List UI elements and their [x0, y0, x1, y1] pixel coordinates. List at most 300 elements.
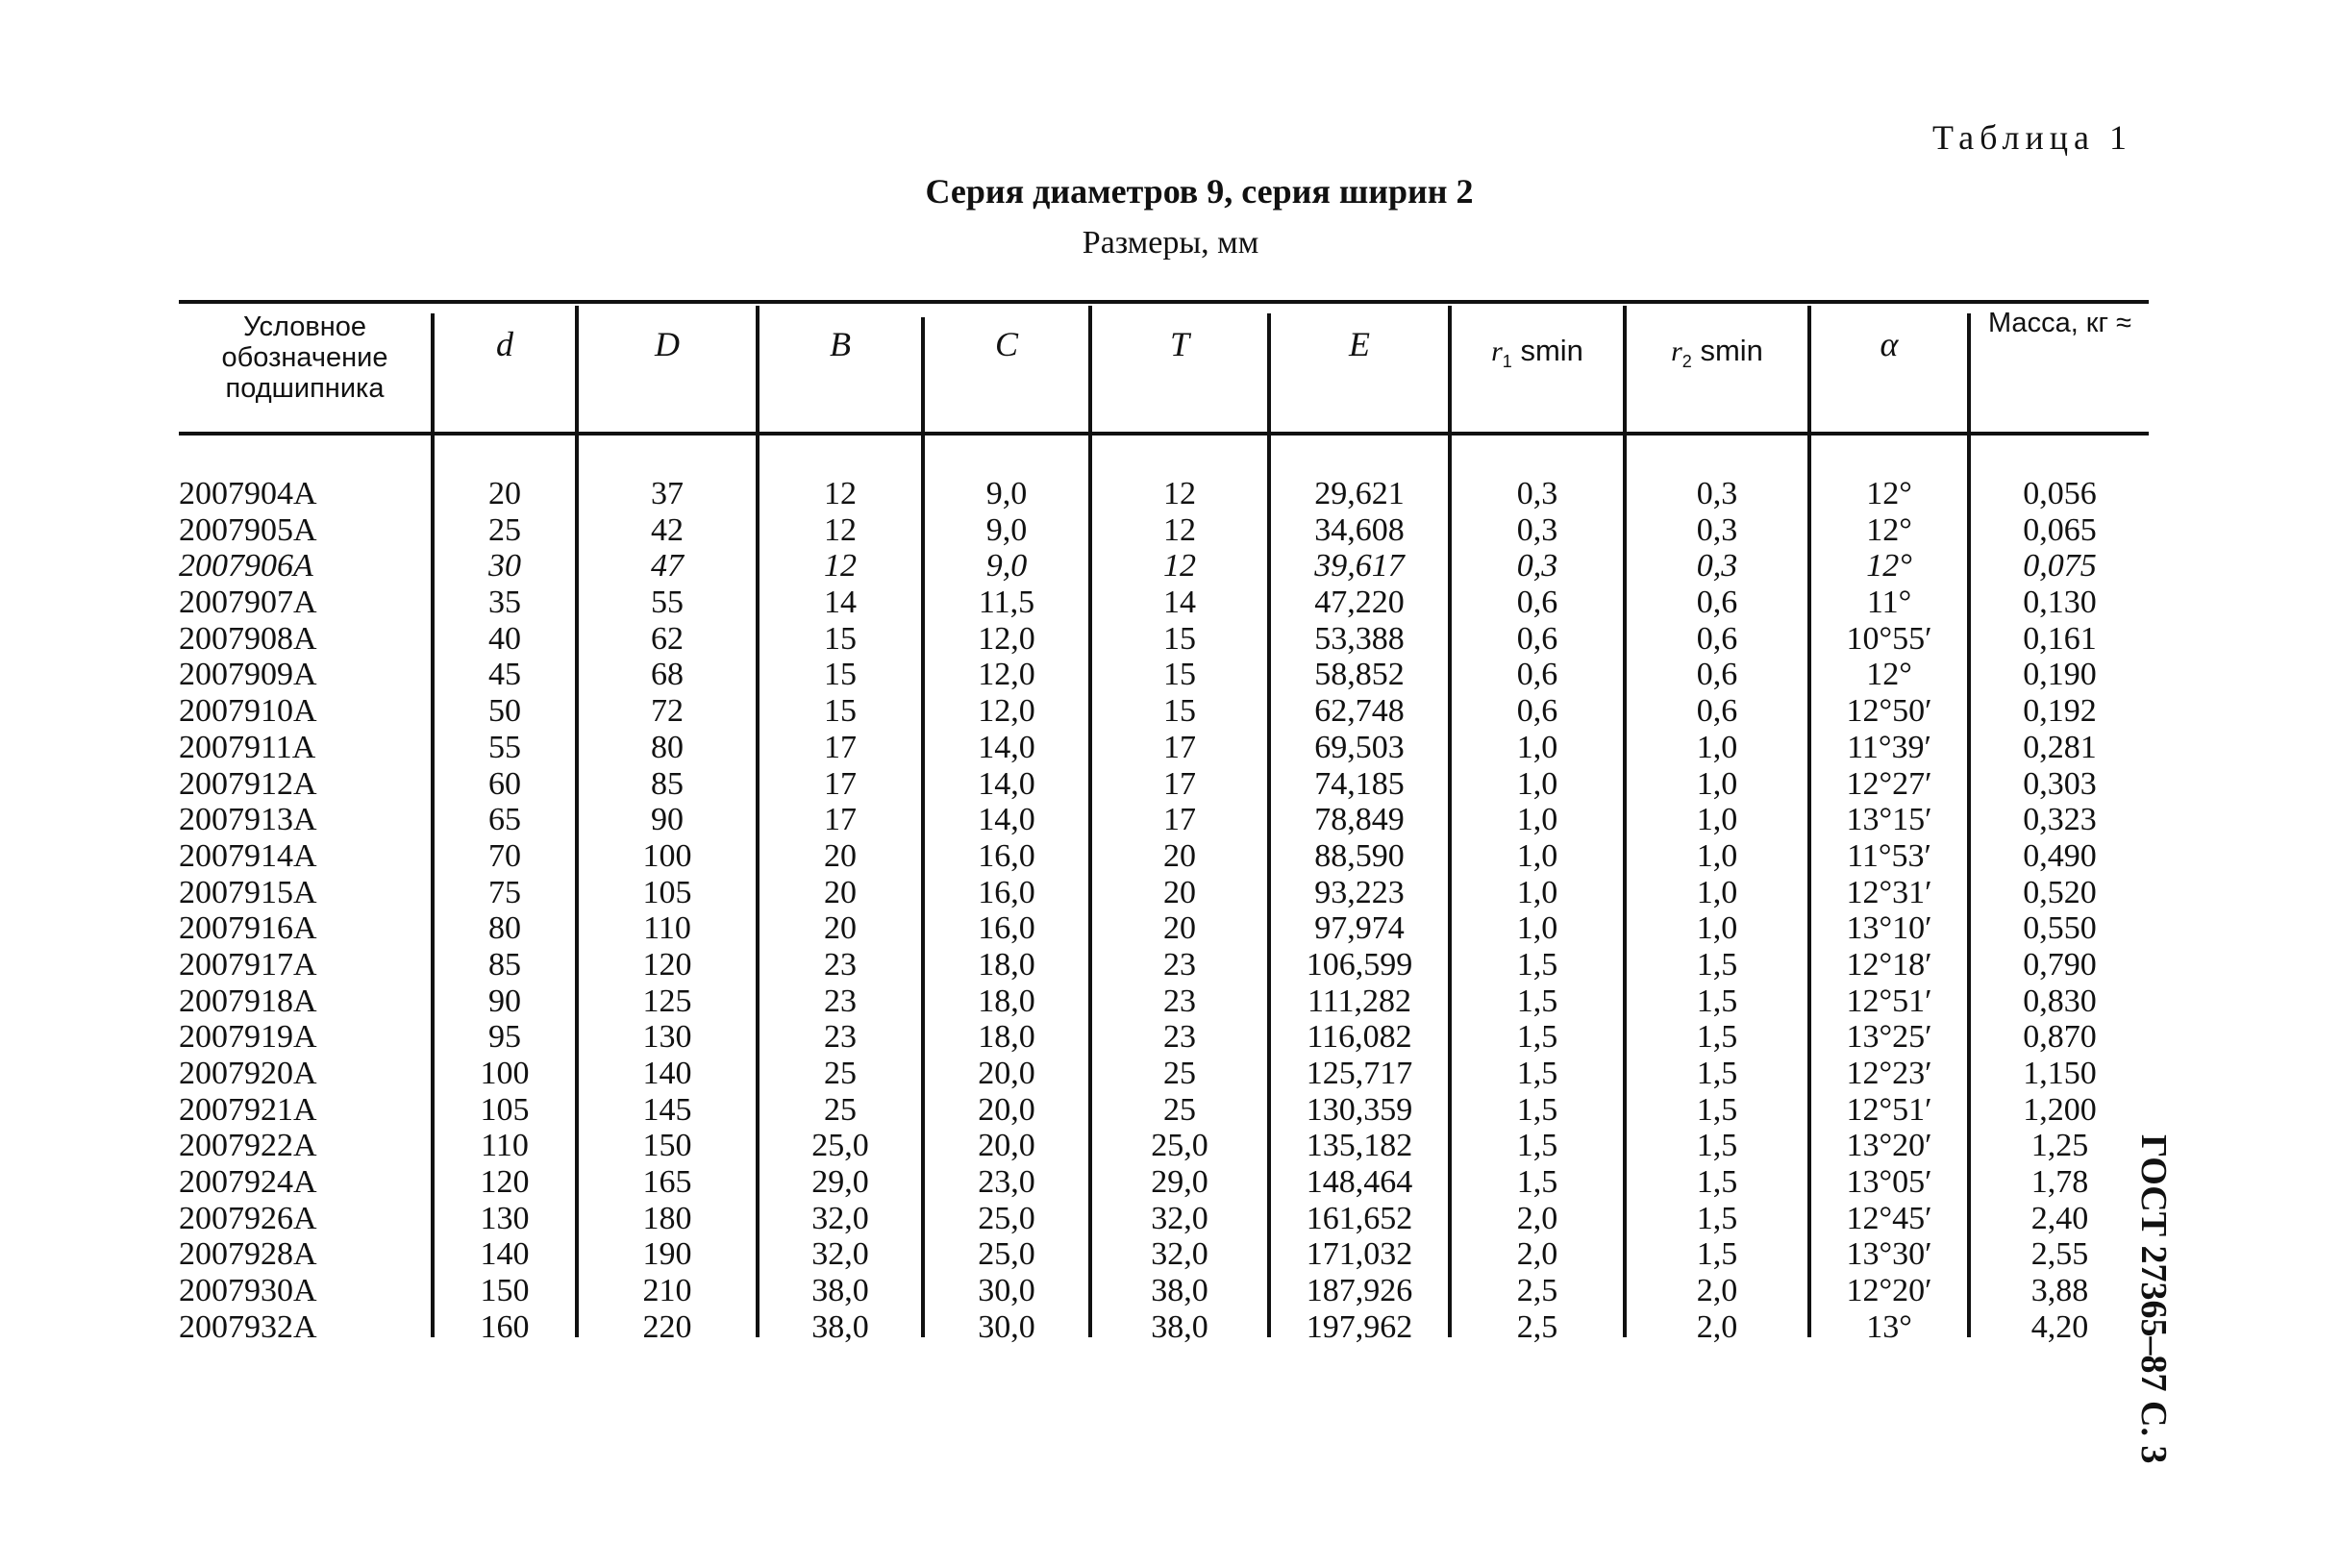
r1-cell: 1,5: [1516, 1019, 1558, 1056]
C-cell: 16,0: [978, 837, 1035, 874]
T-cell: 23: [1163, 1019, 1196, 1056]
B-cell: 38,0: [811, 1273, 869, 1309]
table-row: [0, 548, 2341, 585]
D-cell: 150: [642, 1128, 692, 1164]
B-cell: 32,0: [811, 1236, 869, 1273]
B-cell: 25,0: [811, 1128, 869, 1164]
T-cell: 20: [1163, 837, 1196, 874]
mass-cell: 2,55: [2030, 1236, 2089, 1273]
d-cell: 160: [480, 1308, 530, 1345]
d-cell: 140: [480, 1236, 530, 1273]
table-top-rule: [179, 300, 2149, 304]
table-row: [0, 1019, 2341, 1056]
r2-cell: 0,3: [1696, 511, 1738, 548]
r2-cell: 1,0: [1696, 729, 1738, 765]
C-cell: 23,0: [978, 1164, 1035, 1201]
header-alpha: α: [1880, 325, 1899, 363]
alpha-cell: 12°45′: [1846, 1200, 1932, 1236]
T-cell: 32,0: [1151, 1236, 1208, 1273]
r2-cell: 1,5: [1696, 946, 1738, 983]
D-cell: 68: [651, 657, 684, 693]
designation-cell: 2007913A: [179, 802, 317, 838]
C-cell: 12,0: [978, 657, 1035, 693]
T-cell: 12: [1163, 511, 1196, 548]
T-cell: 12: [1163, 476, 1196, 511]
T-cell: 25: [1163, 1056, 1196, 1091]
B-cell: 25: [824, 1056, 857, 1091]
T-cell: 20: [1163, 910, 1196, 947]
d-cell: 120: [480, 1164, 530, 1201]
alpha-cell: 12°: [1866, 548, 1912, 585]
C-cell: 9,0: [985, 476, 1028, 511]
D-cell: 140: [642, 1056, 692, 1091]
header-mass: Масса, кг ≈: [1987, 308, 2132, 338]
table-row: [0, 1128, 2341, 1164]
r2-cell: 1,0: [1696, 802, 1738, 838]
alpha-cell: 12°50′: [1846, 693, 1932, 730]
D-cell: 110: [643, 910, 691, 947]
E-cell: 29,621: [1314, 476, 1405, 511]
table-row: [0, 1273, 2341, 1309]
alpha-cell: 13°20′: [1846, 1128, 1932, 1164]
d-cell: 40: [488, 620, 521, 657]
E-cell: 62,748: [1314, 693, 1405, 730]
T-cell: 23: [1163, 983, 1196, 1019]
r1-cell: 1,5: [1516, 1128, 1558, 1164]
T-cell: 12: [1163, 548, 1196, 585]
r2-cell: 1,5: [1696, 1128, 1738, 1164]
table-row: [0, 657, 2341, 693]
T-cell: 15: [1163, 620, 1196, 657]
mass-cell: 1,25: [2030, 1128, 2089, 1164]
r2-cell: 0,6: [1696, 585, 1738, 621]
table-row: [0, 1164, 2341, 1201]
d-cell: 45: [488, 657, 521, 693]
alpha-cell: 13°30′: [1846, 1236, 1932, 1273]
alpha-cell: 11°39′: [1847, 729, 1931, 765]
d-cell: 30: [488, 548, 521, 585]
mass-cell: 0,323: [2023, 802, 2097, 838]
C-cell: 25,0: [978, 1200, 1035, 1236]
T-cell: 17: [1163, 802, 1196, 838]
E-cell: 74,185: [1314, 765, 1405, 802]
table-row: [0, 1201, 2341, 1237]
D-cell: 105: [642, 874, 692, 910]
T-cell: 32,0: [1151, 1200, 1208, 1236]
r2-symbol: r: [1671, 336, 1682, 367]
alpha-cell: 12°20′: [1846, 1273, 1932, 1309]
r1-cell: 0,3: [1516, 548, 1558, 585]
r1-cell: 1,0: [1516, 837, 1558, 874]
table-row: [0, 476, 2341, 512]
designation-cell: 2007905A: [179, 511, 317, 548]
alpha-cell: 13°15′: [1846, 802, 1932, 838]
alpha-cell: 12°18′: [1846, 946, 1932, 983]
D-cell: 210: [642, 1273, 692, 1309]
header-D: D: [655, 325, 680, 363]
B-cell: 12: [824, 548, 857, 585]
T-cell: 15: [1163, 693, 1196, 730]
alpha-cell: 10°55′: [1846, 620, 1932, 657]
r1-cell: 1,5: [1516, 946, 1558, 983]
mass-cell: 0,550: [2023, 910, 2097, 947]
table-row: [0, 983, 2341, 1020]
D-cell: 190: [642, 1236, 692, 1273]
d-cell: 95: [488, 1019, 521, 1056]
B-cell: 20: [824, 837, 857, 874]
C-cell: 16,0: [978, 910, 1035, 947]
D-cell: 90: [651, 802, 684, 838]
D-cell: 72: [651, 693, 684, 730]
mass-cell: 2,40: [2030, 1200, 2089, 1236]
C-cell: 16,0: [978, 874, 1035, 910]
B-cell: 32,0: [811, 1200, 869, 1236]
d-cell: 70: [488, 837, 521, 874]
T-cell: 25,0: [1151, 1128, 1208, 1164]
E-cell: 88,590: [1314, 837, 1405, 874]
d-cell: 65: [488, 802, 521, 838]
r2-cell: 1,0: [1696, 874, 1738, 910]
r1-cell: 1,5: [1516, 1056, 1558, 1091]
table-row: [0, 1309, 2341, 1346]
C-cell: 11,5: [978, 585, 1035, 621]
r2-cell: 1,5: [1696, 1164, 1738, 1201]
designation-cell: 2007930A: [179, 1273, 317, 1309]
mass-cell: 0,161: [2023, 620, 2097, 657]
B-cell: 12: [824, 476, 857, 511]
designation-cell: 2007910A: [179, 693, 317, 730]
T-cell: 14: [1163, 585, 1196, 621]
E-cell: 106,599: [1306, 946, 1413, 983]
T-cell: 38,0: [1151, 1273, 1208, 1309]
C-cell: 12,0: [978, 693, 1035, 730]
D-cell: 55: [651, 585, 684, 621]
designation-cell: 2007908A: [179, 620, 317, 657]
r1-cell: 2,0: [1516, 1200, 1558, 1236]
E-cell: 34,608: [1314, 511, 1405, 548]
alpha-cell: 11°53′: [1847, 837, 1931, 874]
table-row: [0, 947, 2341, 983]
mass-cell: 0,190: [2023, 657, 2097, 693]
r1-cell: 0,6: [1516, 693, 1558, 730]
T-cell: 15: [1163, 657, 1196, 693]
r1-cell: 2,5: [1516, 1308, 1558, 1345]
r1-cell: 2,0: [1516, 1236, 1558, 1273]
r1-cell: 0,6: [1516, 657, 1558, 693]
C-cell: 18,0: [978, 1019, 1035, 1056]
r1-cell: 1,5: [1516, 1164, 1558, 1201]
alpha-cell: 12°: [1866, 511, 1912, 548]
designation-cell: 2007904A: [179, 476, 317, 511]
r1-cell: 1,5: [1516, 1091, 1558, 1128]
d-cell: 20: [488, 476, 521, 511]
r2-cell: 0,3: [1696, 548, 1738, 585]
C-cell: 12,0: [978, 620, 1035, 657]
r2-subscript: 2: [1681, 352, 1692, 372]
header-r1smin: [1452, 308, 1623, 433]
T-cell: 17: [1163, 729, 1196, 765]
B-cell: 15: [824, 657, 857, 693]
r1-cell: 1,0: [1516, 802, 1558, 838]
C-cell: 30,0: [978, 1273, 1035, 1309]
B-cell: 23: [824, 983, 857, 1019]
C-cell: 20,0: [978, 1091, 1035, 1128]
mass-cell: 0,830: [2023, 983, 2097, 1019]
r2-label: smin: [1700, 334, 1763, 367]
designation-cell: 2007909A: [179, 657, 317, 693]
r2-cell: 1,5: [1696, 1019, 1738, 1056]
B-cell: 15: [824, 620, 857, 657]
mass-cell: 4,20: [2030, 1308, 2089, 1345]
header-E: E: [1349, 325, 1370, 363]
E-cell: 135,182: [1306, 1128, 1413, 1164]
mass-cell: 0,281: [2023, 729, 2097, 765]
d-cell: 105: [480, 1091, 530, 1128]
header-r2smin: [1627, 308, 1807, 433]
table-row: [0, 766, 2341, 803]
mass-cell: 0,056: [2023, 476, 2097, 511]
C-cell: 14,0: [978, 802, 1035, 838]
r2-cell: 1,0: [1696, 910, 1738, 947]
E-cell: 97,974: [1314, 910, 1405, 947]
r1-cell: 2,5: [1516, 1273, 1558, 1309]
E-cell: 161,652: [1306, 1200, 1413, 1236]
designation-cell: 2007926A: [179, 1200, 317, 1236]
D-cell: 125: [642, 983, 692, 1019]
D-cell: 130: [642, 1019, 692, 1056]
C-cell: 18,0: [978, 946, 1035, 983]
E-cell: 69,503: [1314, 729, 1405, 765]
designation-cell: 2007914A: [179, 837, 317, 874]
r1-symbol: r: [1491, 336, 1503, 367]
r2-cell: 2,0: [1696, 1273, 1738, 1309]
table-row: [0, 910, 2341, 947]
designation-cell: 2007912A: [179, 765, 317, 802]
side-caption: ГОСТ 27365–87 С. 3: [2133, 1134, 2174, 1464]
r2-cell: 1,5: [1696, 1200, 1738, 1236]
r2-cell: 1,0: [1696, 765, 1738, 802]
T-cell: 17: [1163, 765, 1196, 802]
E-cell: 58,852: [1314, 657, 1405, 693]
alpha-cell: 13°: [1866, 1308, 1912, 1345]
B-cell: 12: [824, 511, 857, 548]
C-cell: 9,0: [985, 511, 1028, 548]
E-cell: 116,082: [1307, 1019, 1412, 1056]
mass-cell: 0,520: [2023, 874, 2097, 910]
mass-cell: 1,200: [2023, 1091, 2097, 1128]
header-B: B: [830, 325, 851, 363]
d-cell: 100: [480, 1056, 530, 1091]
designation-cell: 2007911A: [179, 729, 316, 765]
mass-cell: 1,78: [2030, 1164, 2089, 1201]
mass-cell: 0,490: [2023, 837, 2097, 874]
designation-cell: 2007921A: [179, 1091, 317, 1128]
designation-cell: 2007919A: [179, 1019, 317, 1056]
D-cell: 180: [642, 1200, 692, 1236]
r1-subscript: 1: [1502, 352, 1512, 372]
C-cell: 25,0: [978, 1236, 1035, 1273]
T-cell: 29,0: [1151, 1164, 1208, 1201]
table-row: [0, 1056, 2341, 1092]
B-cell: 17: [824, 729, 857, 765]
r2-cell: 0,6: [1696, 693, 1738, 730]
table-row: [0, 802, 2341, 838]
E-cell: 187,926: [1306, 1273, 1413, 1309]
B-cell: 23: [824, 946, 857, 983]
table-label: Таблица 1: [1932, 118, 2132, 157]
table-row: [0, 621, 2341, 658]
E-cell: 171,032: [1306, 1236, 1413, 1273]
page-subtitle: Размеры, мм: [1082, 225, 1259, 261]
r2-cell: 1,5: [1696, 1091, 1738, 1128]
mass-cell: 0,130: [2023, 585, 2097, 621]
d-cell: 130: [480, 1200, 530, 1236]
designation-cell: 2007928A: [179, 1236, 317, 1273]
r1-cell: 1,0: [1516, 729, 1558, 765]
r2-cell: 0,6: [1696, 620, 1738, 657]
r2-cell: 0,6: [1696, 657, 1738, 693]
designation-cell: 2007906A: [179, 548, 313, 585]
T-cell: 20: [1163, 874, 1196, 910]
mass-cell: 0,075: [2023, 548, 2097, 585]
d-cell: 85: [488, 946, 521, 983]
B-cell: 17: [824, 765, 857, 802]
mass-cell: 0,192: [2023, 693, 2097, 730]
B-cell: 20: [824, 874, 857, 910]
r2-cell: 1,0: [1696, 837, 1738, 874]
page-title: Серия диаметров 9, серия ширин 2: [925, 172, 1474, 211]
d-cell: 60: [488, 765, 521, 802]
d-cell: 80: [488, 910, 521, 947]
r1-cell: 1,5: [1516, 983, 1558, 1019]
r2-cell: 1,5: [1696, 1236, 1738, 1273]
mass-cell: 0,870: [2023, 1019, 2097, 1056]
D-cell: 80: [651, 729, 684, 765]
alpha-cell: 12°51′: [1846, 983, 1932, 1019]
d-cell: 150: [480, 1273, 530, 1309]
designation-cell: 2007924A: [179, 1164, 317, 1201]
alpha-cell: 13°25′: [1846, 1019, 1932, 1056]
designation-cell: 2007920A: [179, 1056, 317, 1091]
alpha-cell: 12°31′: [1846, 874, 1932, 910]
table-row: [0, 730, 2341, 766]
D-cell: 37: [651, 476, 684, 511]
table-row: [0, 512, 2341, 549]
designation-cell: 2007916A: [179, 910, 317, 947]
d-cell: 55: [488, 729, 521, 765]
C-cell: 9,0: [985, 548, 1028, 585]
d-cell: 90: [488, 983, 521, 1019]
D-cell: 120: [642, 946, 692, 983]
B-cell: 38,0: [811, 1308, 869, 1345]
alpha-cell: 11°: [1866, 585, 1912, 621]
r1-cell: 0,3: [1516, 476, 1558, 511]
r2-cell: 2,0: [1696, 1308, 1738, 1345]
r1-cell: 0,6: [1516, 585, 1558, 621]
r2-cell: 1,5: [1696, 1056, 1738, 1091]
d-cell: 110: [481, 1128, 529, 1164]
E-cell: 130,359: [1306, 1091, 1413, 1128]
r1-cell: 1,0: [1516, 765, 1558, 802]
designation-cell: 2007907A: [179, 585, 317, 621]
header-d: d: [496, 325, 513, 363]
E-cell: 39,617: [1314, 548, 1405, 585]
C-cell: 20,0: [978, 1128, 1035, 1164]
designation-cell: 2007932A: [179, 1308, 317, 1345]
r1-cell: 0,6: [1516, 620, 1558, 657]
alpha-cell: 12°27′: [1846, 765, 1932, 802]
table-row: [0, 585, 2341, 621]
designation-cell: 2007915A: [179, 874, 317, 910]
E-cell: 53,388: [1314, 620, 1405, 657]
table-row: [0, 838, 2341, 875]
B-cell: 20: [824, 910, 857, 947]
mass-cell: 0,790: [2023, 946, 2097, 983]
C-cell: 30,0: [978, 1308, 1035, 1345]
E-cell: 111,282: [1307, 983, 1411, 1019]
D-cell: 85: [651, 765, 684, 802]
d-cell: 50: [488, 693, 521, 730]
r1-cell: 1,0: [1516, 874, 1558, 910]
E-cell: 78,849: [1314, 802, 1405, 838]
header-T: T: [1169, 325, 1190, 363]
B-cell: 15: [824, 693, 857, 730]
r2-cell: 1,5: [1696, 983, 1738, 1019]
E-cell: 125,717: [1306, 1056, 1413, 1091]
D-cell: 42: [651, 511, 684, 548]
D-cell: 62: [651, 620, 684, 657]
r1-cell: 0,3: [1516, 511, 1558, 548]
table-row: [0, 1092, 2341, 1129]
D-cell: 165: [642, 1164, 692, 1201]
alpha-cell: 13°05′: [1846, 1164, 1932, 1201]
E-cell: 93,223: [1314, 874, 1405, 910]
mass-cell: 0,065: [2023, 511, 2097, 548]
C-cell: 20,0: [978, 1056, 1035, 1091]
C-cell: 14,0: [978, 765, 1035, 802]
mass-cell: 1,150: [2023, 1056, 2097, 1091]
B-cell: 29,0: [811, 1164, 869, 1201]
designation-cell: 2007922A: [179, 1128, 317, 1164]
B-cell: 23: [824, 1019, 857, 1056]
table-row: [0, 875, 2341, 911]
mass-cell: 0,303: [2023, 765, 2097, 802]
designation-cell: 2007918A: [179, 983, 317, 1019]
alpha-cell: 12°: [1866, 476, 1912, 511]
B-cell: 25: [824, 1091, 857, 1128]
T-cell: 38,0: [1151, 1308, 1208, 1345]
mass-cell: 3,88: [2030, 1273, 2089, 1309]
D-cell: 145: [642, 1091, 692, 1128]
alpha-cell: 13°10′: [1846, 910, 1932, 947]
alpha-cell: 12°: [1866, 657, 1912, 693]
B-cell: 17: [824, 802, 857, 838]
table-row: [0, 1236, 2341, 1273]
C-cell: 18,0: [978, 983, 1035, 1019]
table-body: [0, 476, 2341, 1346]
designation-cell: 2007917A: [179, 946, 317, 983]
alpha-cell: 12°51′: [1846, 1091, 1932, 1128]
table-row: [0, 693, 2341, 730]
r1-cell: 1,0: [1516, 910, 1558, 947]
d-cell: 35: [488, 585, 521, 621]
E-cell: 148,464: [1306, 1164, 1413, 1201]
d-cell: 75: [488, 874, 521, 910]
T-cell: 25: [1163, 1091, 1196, 1128]
r1-label: smin: [1520, 334, 1583, 367]
D-cell: 47: [651, 548, 684, 585]
d-cell: 25: [488, 511, 521, 548]
